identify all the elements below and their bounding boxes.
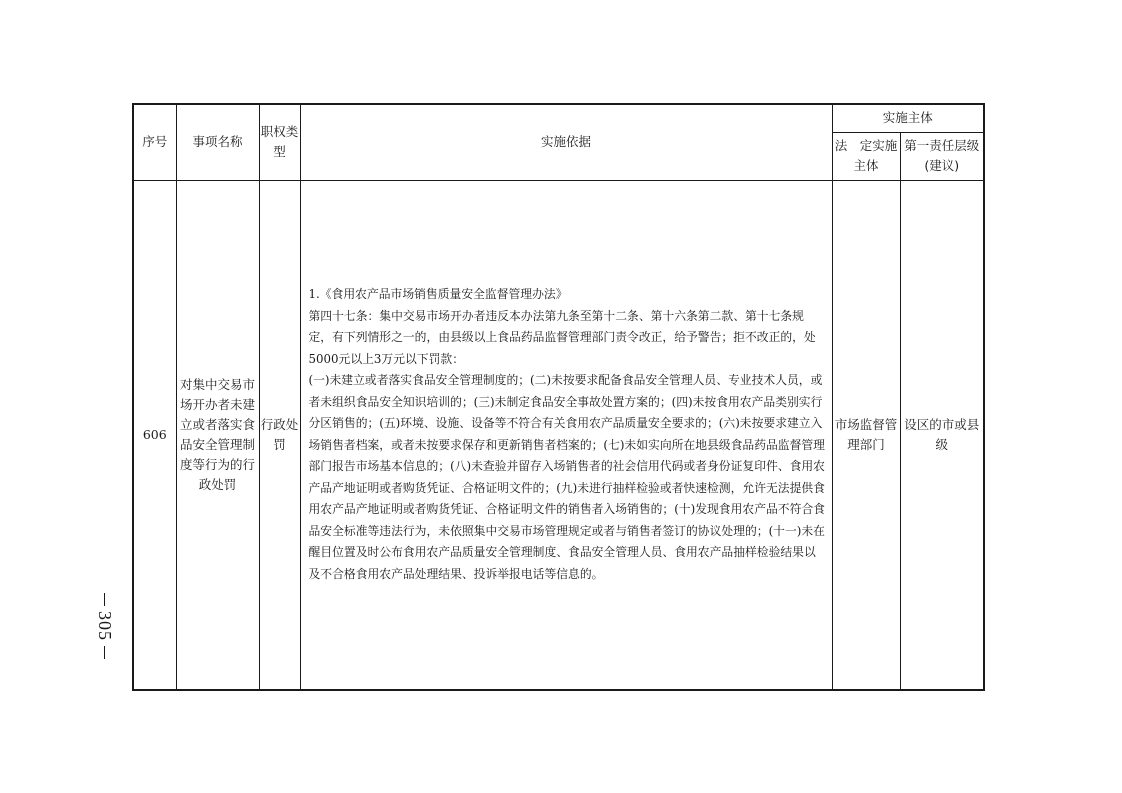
basis-line-items: (一)未建立或者落实食品安全管理制度的；(二)未按要求配备食品安全管理人员、专业技术人员，或者未组织食品安全知识培训的；(三)未制定食品安全事故处置方案的；(四)未按食用农产品类别实行分区销售的；(五)环境、设施、设备等不符合有关食用农产品质量安全要求的；(六)未按要求建立入场销售者档案，或者未按要求保存和更新销售者档案的；(七)未如实向所在地县级食品药品监督管理部门报告市场基本信息的；(八)未查验并留存入场销售者的社会信用代码或者身份证复印件、食用农产品产地证明或者购货凭证、合格证明文件的；(九)未进行抽样检验或者快速检测，允许无法提供食用农产品产地证明或者购货凭证、合格证明文件的销售者入场销售的；(十)发现食用农产品不符合食品安全标准等违法行为，未依照集中交易市场管理规定或者与销售者签订的协议处理的；(十一)未在醒目位置及时公布食用农产品质量安全管理制度、食品安全管理人员、食用农产品抽样检验结果以及不合格食用农产品处理结果、投诉举报电话等信息的。 bbox=[308, 373, 825, 581]
row-seq: 606 bbox=[133, 180, 176, 690]
authority-table bbox=[132, 103, 985, 691]
row-first-level: 设区的市或县级 bbox=[900, 180, 984, 690]
header-seq: 序号 bbox=[133, 104, 176, 180]
header-first-level: 第一责任层级(建议) bbox=[900, 132, 984, 180]
header-basis: 实施依据 bbox=[300, 104, 832, 180]
row-item-name: 对集中交易市场开办者未建立或者落实食品安全管理制度等行为的行政处罚 bbox=[176, 180, 259, 690]
header-legal-subject: 法 定实施主体 bbox=[832, 132, 900, 180]
row-basis bbox=[300, 180, 832, 690]
basis-line-title: 1.《食用农产品市场销售质量安全监督管理办法》 bbox=[308, 287, 568, 302]
page-number-dash-left bbox=[105, 593, 106, 606]
basis-line-article: 第四十七条：集中交易市场开办者违反本办法第九条至第十二条、第十六条第二款、第十七条规定，有下列情形之一的，由县级以上食品药品监督管理部门责令改正，给予警告；拒不改正的，处5000元以上3万元以下罚款： bbox=[308, 308, 816, 366]
header-item-name: 事项名称 bbox=[176, 104, 259, 180]
header-row-top bbox=[133, 104, 984, 132]
page-number-text: 305 bbox=[95, 611, 116, 641]
header-authority-type: 职权类型 bbox=[259, 104, 300, 180]
row-authority-type: 行政处罚 bbox=[259, 180, 300, 690]
header-subject-group: 实施主体 bbox=[832, 104, 984, 132]
table-row bbox=[133, 180, 984, 690]
row-legal-subject: 市场监督管理部门 bbox=[832, 180, 900, 690]
page-number bbox=[93, 588, 117, 664]
page-number-dash-right bbox=[105, 646, 106, 659]
